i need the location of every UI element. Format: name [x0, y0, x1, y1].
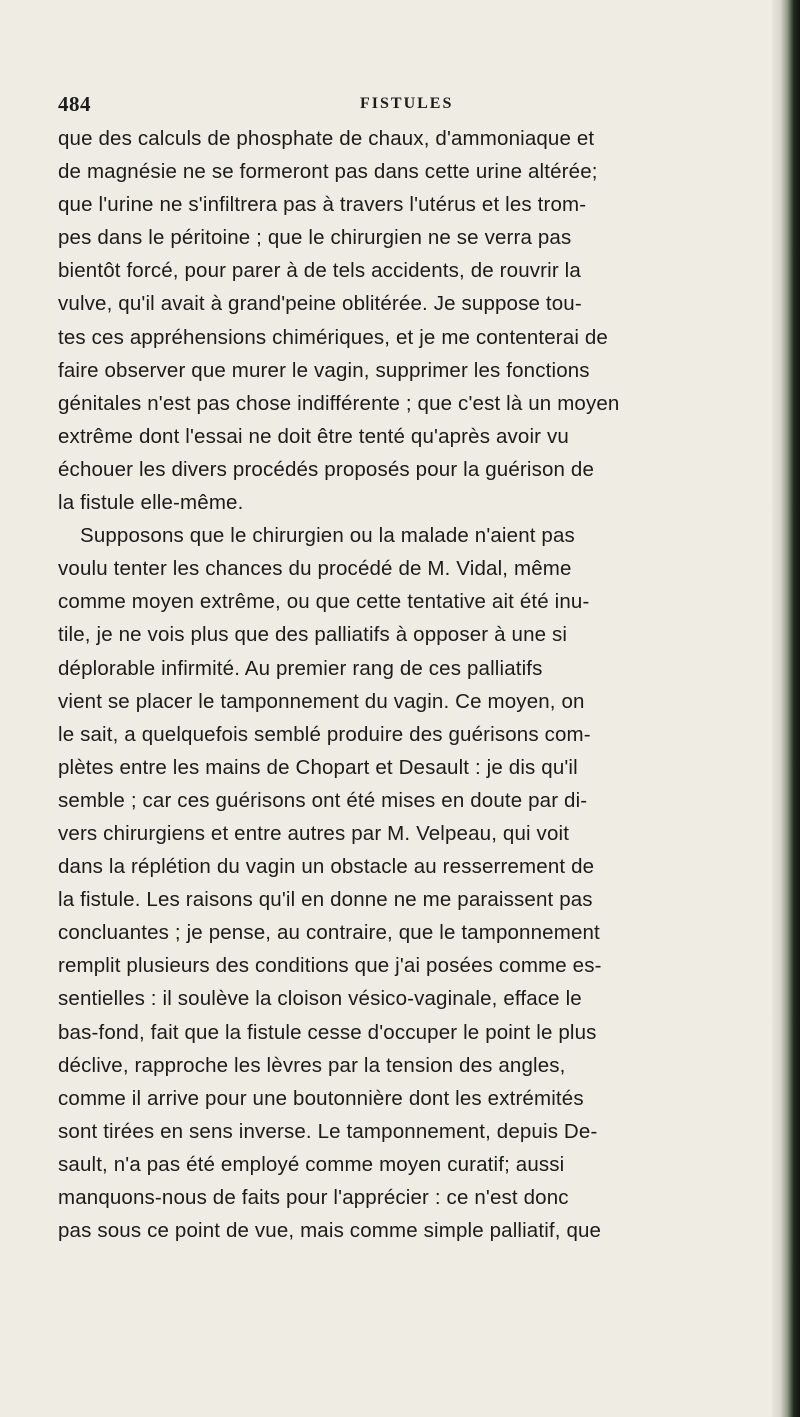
text-line: manquons-nous de faits pour l'apprécier : ce n'est donc [58, 1186, 569, 1209]
running-head: FISTULES [360, 95, 454, 112]
text-line: la fistule. Les raisons qu'il en donne ne me paraissent pas [58, 888, 593, 912]
text-line: que des calculs de phosphate de chaux, d'ammoniaque et [58, 127, 595, 150]
text-line: déplorable infirmité. Au premier rang de ces palliatifs [58, 656, 543, 680]
text-line: vulve, qu'il avait à grand'peine oblitérée. Je suppose tou- [58, 292, 582, 316]
text-line: bas-fond, fait que la fistule cesse d'occuper le point le plus [58, 1020, 597, 1044]
text-line: faire observer que murer le vagin, supprimer les fonctions [58, 358, 590, 382]
body-text [58, 122, 778, 1247]
text-line: voulu tenter les chances du procédé de M. Vidal, même [58, 557, 572, 581]
text-line: semble ; car ces guérisons ont été mises en doute par di- [58, 788, 588, 812]
paragraph-start-line: Supposons que le chirurgien ou la malade n'aient pas [80, 524, 575, 548]
text-line: plètes entre les mains de Chopart et Desault : je dis qu'il [58, 755, 578, 779]
text-line: le sait, a quelquefois semblé produire des guérisons com- [58, 722, 591, 746]
text-line: comme moyen extrême, ou que cette tentative ait été inu- [58, 590, 590, 614]
text-line: comme il arrive pour une boutonnière dont les extrémités [58, 1086, 584, 1110]
text-line: échouer les divers procédés proposés pour la guérison de [58, 457, 595, 481]
page-edge-shadow [772, 0, 800, 1417]
page-header [58, 92, 748, 122]
text-line: sault, n'a pas été employé comme moyen curatif; aussi [58, 1152, 565, 1176]
page-number: 484 [58, 92, 91, 116]
text-line: de magnésie ne se formeront pas dans cette urine altérée; [58, 160, 598, 184]
text-line: pas sous ce point de vue, mais comme simple palliatif, que [58, 1219, 602, 1243]
text-line: sont tirées en sens inverse. Le tamponnement, depuis De- [58, 1119, 598, 1143]
text-line: tile, je ne vois plus que des palliatifs à opposer à une si [58, 623, 568, 647]
text-line: concluantes ; je pense, au contraire, que le tamponnement [58, 921, 600, 945]
text-line: sentielles : il soulève la cloison vésico-vaginale, efface le [58, 987, 582, 1011]
text-line: dans la réplétion du vagin un obstacle au resserrement de [58, 855, 595, 879]
text-line: vient se placer le tamponnement du vagin. Ce moyen, on [58, 689, 585, 713]
text-line: que l'urine ne s'infiltrera pas à travers l'utérus et les trom- [58, 193, 587, 217]
text-line: génitales n'est pas chose indifférente ; que c'est là un moyen [58, 391, 620, 415]
text-line: vers chirurgiens et entre autres par M. Velpeau, qui voit [58, 821, 570, 845]
text-line: bientôt forcé, pour parer à de tels accidents, de rouvrir la [58, 259, 581, 283]
text-line: déclive, rapproche les lèvres par la tension des angles, [58, 1053, 566, 1077]
text-line: la fistule elle-même. [58, 491, 244, 515]
text-line: remplit plusieurs des conditions que j'ai posées comme es- [58, 954, 602, 978]
text-line: pes dans le péritoine ; que le chirurgien ne se verra pas [58, 226, 572, 250]
text-line: extrême dont l'essai ne doit être tenté qu'après avoir vu [58, 424, 569, 448]
text-line: tes ces appréhensions chimériques, et je me contenterai de [58, 325, 608, 349]
